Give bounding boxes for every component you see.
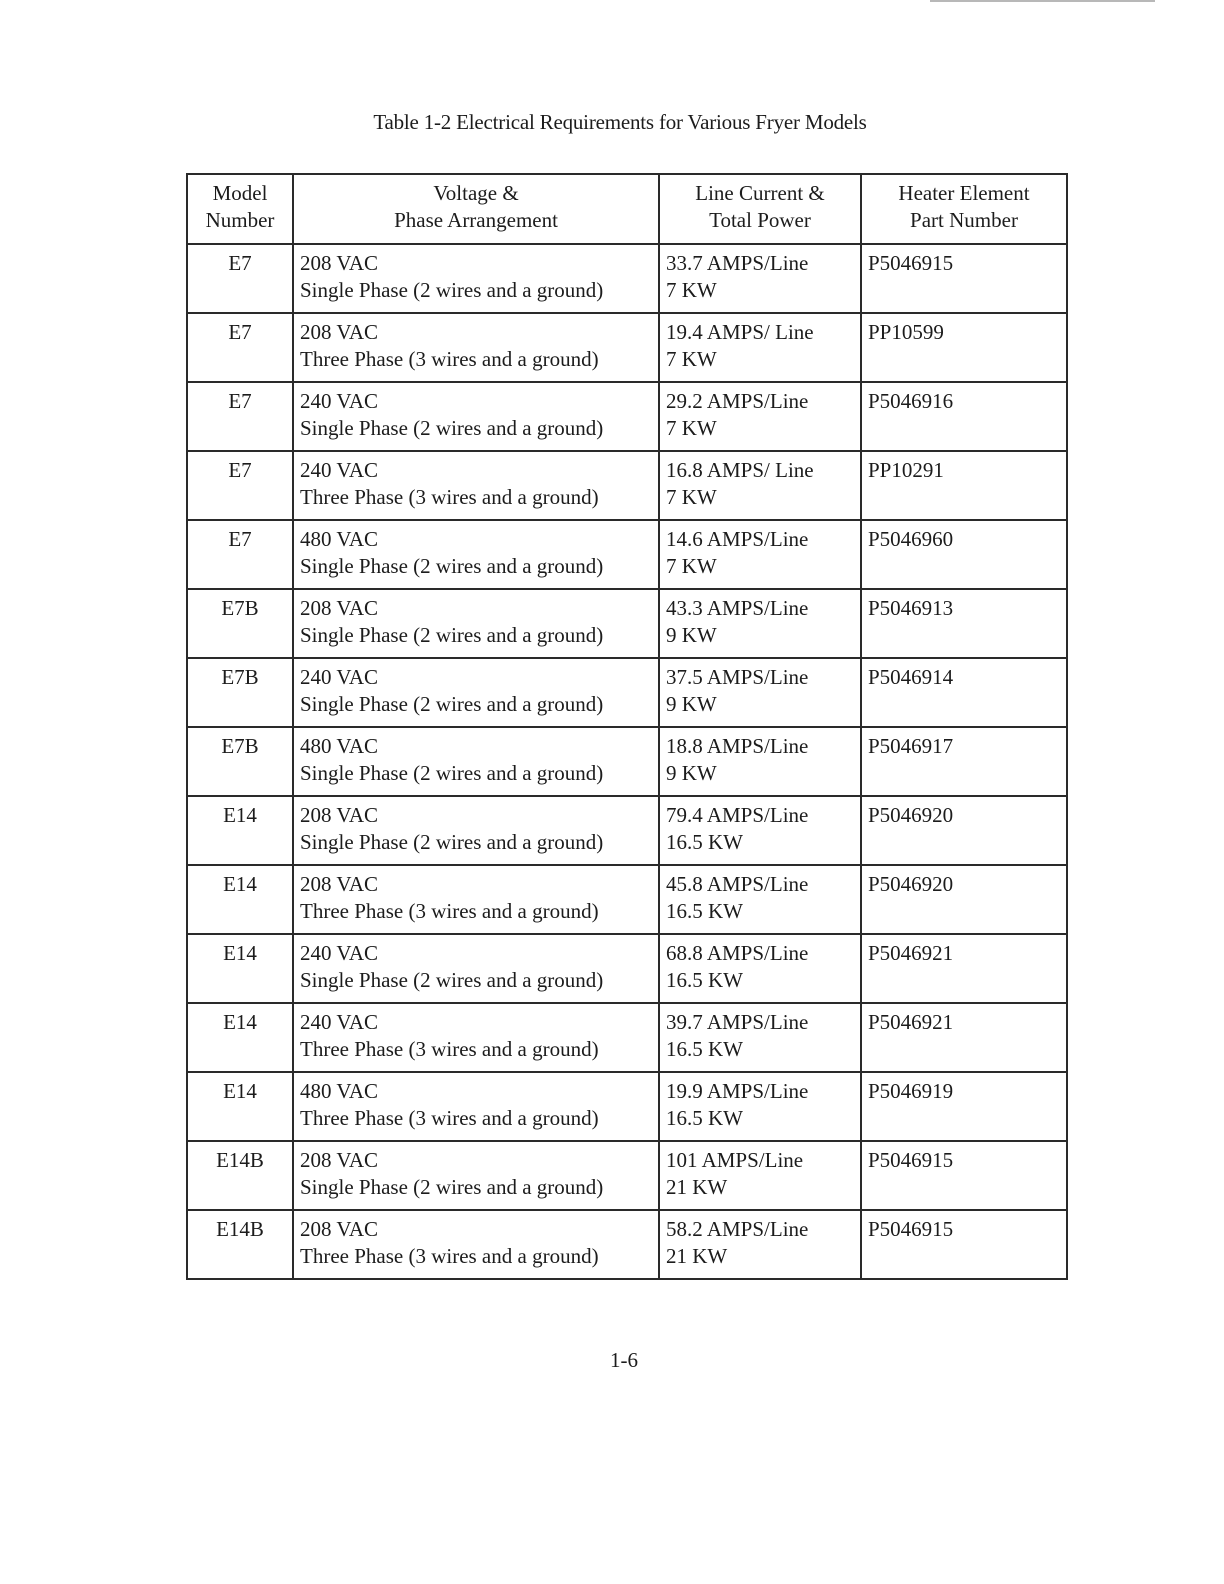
current-power-cell [659, 313, 861, 382]
phase-value: Three Phase (3 wires and a ground) [300, 899, 599, 923]
part-number-cell: P5046920 [861, 865, 1067, 934]
part-number-cell: P5046921 [861, 934, 1067, 1003]
power-value: 7 KW [666, 347, 717, 371]
header-model-number: Model Number [187, 174, 293, 244]
voltage-phase-cell [293, 865, 659, 934]
current-power-cell [659, 727, 861, 796]
table-row [187, 382, 1067, 451]
table-row [187, 520, 1067, 589]
phase-value: Single Phase (2 wires and a ground) [300, 623, 604, 647]
phase-value: Single Phase (2 wires and a ground) [300, 416, 604, 440]
model-number-cell: E14B [187, 1210, 293, 1279]
power-value: 9 KW [666, 761, 717, 785]
voltage-value: 240 VAC [300, 1010, 379, 1034]
model-number-cell: E14B [187, 1141, 293, 1210]
current-value: 19.9 AMPS/Line [666, 1079, 809, 1103]
model-number-cell: E7B [187, 589, 293, 658]
voltage-value: 208 VAC [300, 320, 379, 344]
power-value: 16.5 KW [666, 1106, 743, 1130]
voltage-value: 240 VAC [300, 665, 379, 689]
current-value: 58.2 AMPS/Line [666, 1217, 809, 1241]
voltage-phase-cell [293, 313, 659, 382]
current-value: 79.4 AMPS/Line [666, 803, 809, 827]
voltage-value: 208 VAC [300, 1217, 379, 1241]
current-power-cell [659, 1072, 861, 1141]
voltage-phase-cell [293, 1141, 659, 1210]
voltage-value: 208 VAC [300, 803, 379, 827]
power-value: 16.5 KW [666, 899, 743, 923]
page-number: 1-6 [610, 1348, 638, 1372]
table-row [187, 313, 1067, 382]
current-value: 45.8 AMPS/Line [666, 872, 809, 896]
table-caption: Table 1-2 Electrical Requirements for Various Fryer Models [373, 110, 867, 134]
phase-value: Three Phase (3 wires and a ground) [300, 1037, 599, 1061]
power-value: 7 KW [666, 554, 717, 578]
part-number-cell: P5046915 [861, 1141, 1067, 1210]
phase-value: Three Phase (3 wires and a ground) [300, 1244, 599, 1268]
voltage-value: 208 VAC [300, 596, 379, 620]
current-power-cell [659, 658, 861, 727]
voltage-phase-cell [293, 382, 659, 451]
part-number-cell: PP10599 [861, 313, 1067, 382]
phase-value: Three Phase (3 wires and a ground) [300, 485, 599, 509]
header-line-current-power: Line Current & Total Power [659, 174, 861, 244]
power-value: 16.5 KW [666, 968, 743, 992]
voltage-phase-cell [293, 1003, 659, 1072]
current-power-cell [659, 1003, 861, 1072]
table-row [187, 1003, 1067, 1072]
voltage-value: 480 VAC [300, 527, 379, 551]
voltage-value: 208 VAC [300, 251, 379, 275]
table-header-row [187, 174, 1067, 244]
part-number-cell: P5046960 [861, 520, 1067, 589]
current-power-cell [659, 520, 861, 589]
power-value: 21 KW [666, 1244, 728, 1268]
model-number-cell: E7 [187, 313, 293, 382]
current-value: 101 AMPS/Line [666, 1148, 804, 1172]
part-number-cell: P5046915 [861, 244, 1067, 313]
power-value: 7 KW [666, 416, 717, 440]
power-value: 7 KW [666, 278, 717, 302]
model-number-cell: E7B [187, 658, 293, 727]
part-number-cell: P5046915 [861, 1210, 1067, 1279]
voltage-value: 240 VAC [300, 458, 379, 482]
current-value: 14.6 AMPS/Line [666, 527, 809, 551]
table-row [187, 658, 1067, 727]
scan-edge-line [930, 0, 1155, 2]
electrical-requirements-table [186, 173, 1068, 1280]
voltage-phase-cell [293, 520, 659, 589]
model-number-cell: E7B [187, 727, 293, 796]
table-row [187, 934, 1067, 1003]
part-number-cell: P5046920 [861, 796, 1067, 865]
part-number-cell: P5046916 [861, 382, 1067, 451]
phase-value: Three Phase (3 wires and a ground) [300, 1106, 599, 1130]
power-value: 21 KW [666, 1175, 728, 1199]
model-number-cell: E7 [187, 382, 293, 451]
power-value: 9 KW [666, 623, 717, 647]
phase-value: Three Phase (3 wires and a ground) [300, 347, 599, 371]
table-row [187, 589, 1067, 658]
current-value: 16.8 AMPS/ Line [666, 458, 814, 482]
phase-value: Single Phase (2 wires and a ground) [300, 968, 604, 992]
voltage-value: 208 VAC [300, 1148, 379, 1172]
table-row [187, 727, 1067, 796]
voltage-phase-cell [293, 244, 659, 313]
header-voltage-phase: Voltage & Phase Arrangement [293, 174, 659, 244]
voltage-phase-cell [293, 451, 659, 520]
voltage-phase-cell [293, 1210, 659, 1279]
table-row [187, 865, 1067, 934]
voltage-phase-cell [293, 796, 659, 865]
voltage-value: 480 VAC [300, 1079, 379, 1103]
phase-value: Single Phase (2 wires and a ground) [300, 1175, 604, 1199]
table-row [187, 1141, 1067, 1210]
model-number-cell: E7 [187, 520, 293, 589]
current-value: 19.4 AMPS/ Line [666, 320, 814, 344]
current-value: 29.2 AMPS/Line [666, 389, 809, 413]
part-number-cell: P5046914 [861, 658, 1067, 727]
current-power-cell [659, 934, 861, 1003]
table-row [187, 796, 1067, 865]
current-power-cell [659, 1141, 861, 1210]
model-number-cell: E14 [187, 796, 293, 865]
header-heater-element-part: Heater Element Part Number [861, 174, 1067, 244]
current-power-cell [659, 589, 861, 658]
model-number-cell: E14 [187, 934, 293, 1003]
phase-value: Single Phase (2 wires and a ground) [300, 830, 604, 854]
voltage-value: 208 VAC [300, 872, 379, 896]
table-row [187, 1210, 1067, 1279]
phase-value: Single Phase (2 wires and a ground) [300, 692, 604, 716]
current-power-cell [659, 796, 861, 865]
current-value: 37.5 AMPS/Line [666, 665, 809, 689]
voltage-value: 240 VAC [300, 941, 379, 965]
current-power-cell [659, 1210, 861, 1279]
current-value: 39.7 AMPS/Line [666, 1010, 809, 1034]
voltage-value: 240 VAC [300, 389, 379, 413]
table-row [187, 1072, 1067, 1141]
part-number-cell: PP10291 [861, 451, 1067, 520]
current-value: 43.3 AMPS/Line [666, 596, 809, 620]
current-value: 18.8 AMPS/Line [666, 734, 809, 758]
part-number-cell: P5046921 [861, 1003, 1067, 1072]
model-number-cell: E14 [187, 1003, 293, 1072]
phase-value: Single Phase (2 wires and a ground) [300, 278, 604, 302]
table-row [187, 244, 1067, 313]
voltage-phase-cell [293, 658, 659, 727]
model-number-cell: E7 [187, 451, 293, 520]
voltage-phase-cell [293, 589, 659, 658]
voltage-value: 480 VAC [300, 734, 379, 758]
voltage-phase-cell [293, 934, 659, 1003]
model-number-cell: E14 [187, 1072, 293, 1141]
current-power-cell [659, 244, 861, 313]
phase-value: Single Phase (2 wires and a ground) [300, 554, 604, 578]
power-value: 9 KW [666, 692, 717, 716]
part-number-cell: P5046913 [861, 589, 1067, 658]
current-power-cell [659, 451, 861, 520]
model-number-cell: E7 [187, 244, 293, 313]
table-row [187, 451, 1067, 520]
phase-value: Single Phase (2 wires and a ground) [300, 761, 604, 785]
current-value: 33.7 AMPS/Line [666, 251, 809, 275]
current-power-cell [659, 382, 861, 451]
model-number-cell: E14 [187, 865, 293, 934]
part-number-cell: P5046917 [861, 727, 1067, 796]
power-value: 7 KW [666, 485, 717, 509]
power-value: 16.5 KW [666, 830, 743, 854]
part-number-cell: P5046919 [861, 1072, 1067, 1141]
voltage-phase-cell [293, 1072, 659, 1141]
current-value: 68.8 AMPS/Line [666, 941, 809, 965]
current-power-cell [659, 865, 861, 934]
voltage-phase-cell [293, 727, 659, 796]
power-value: 16.5 KW [666, 1037, 743, 1061]
